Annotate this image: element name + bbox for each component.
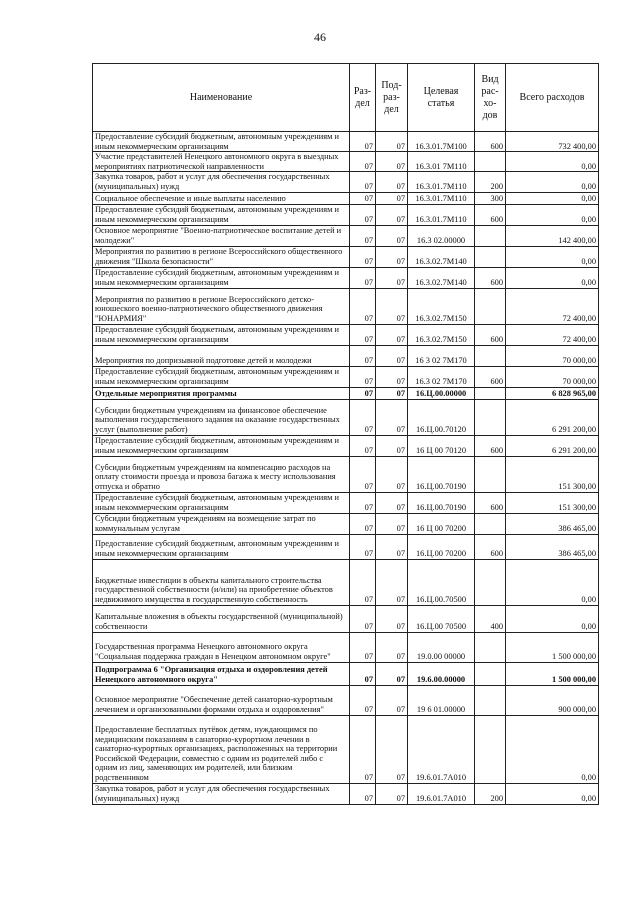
row-article: 16 Ц 00 70120 (408, 435, 475, 456)
row-podrazdel: 07 (376, 192, 408, 204)
table-row (93, 662, 599, 685)
row-total: 0,00 (506, 152, 599, 172)
row-article: 16.Ц.00.70190 (408, 456, 475, 492)
row-total: 142 400,00 (506, 225, 599, 246)
row-razdel: 07 (350, 435, 376, 456)
row-total: 0,00 (506, 172, 599, 192)
row-total: 151 300,00 (506, 456, 599, 492)
row-razdel: 07 (350, 399, 376, 435)
row-total: 386 465,00 (506, 513, 599, 534)
row-name: Субсидии бюджетным учреждениям на компенсацию расходов на оплату стоимости проезда и провоза багажа к месту использования отпуска и обратно (93, 456, 350, 492)
row-podrazdel: 07 (376, 605, 408, 632)
table-header-row (93, 64, 599, 132)
row-razdel: 07 (350, 513, 376, 534)
row-name: Капитальные вложения в объекты государственной (муниципальной) собственности (93, 605, 350, 632)
row-total: 0,00 (506, 192, 599, 204)
row-total: 386 465,00 (506, 534, 599, 559)
row-article: 19.6.01.7А010 (408, 783, 475, 804)
row-razdel: 07 (350, 534, 376, 559)
budget-table (92, 63, 599, 805)
row-name: Предоставление субсидий бюджетным, автономным учреждениям и иным некоммерческим организациям (93, 267, 350, 288)
row-name: Участие представителей Ненецкого автономного округа в выездных мероприятиях патриотической направленности (93, 152, 350, 172)
row-article: 16.Ц.00.70500 (408, 559, 475, 605)
table-row (93, 783, 599, 804)
row-razdel: 07 (350, 559, 376, 605)
row-total: 72 400,00 (506, 288, 599, 324)
row-podrazdel: 07 (376, 662, 408, 685)
row-article: 16.3 02 7М170 (408, 366, 475, 387)
row-article: 16.Ц.00 70200 (408, 534, 475, 559)
row-type (475, 345, 506, 366)
table-row (93, 534, 599, 559)
row-type: 200 (475, 783, 506, 804)
table-row (93, 605, 599, 632)
row-type: 600 (475, 534, 506, 559)
row-article: 16.3 02.00000 (408, 225, 475, 246)
row-name: Закупка товаров, работ и услуг для обеспечения государственных (муниципальных) нужд (93, 172, 350, 192)
row-razdel: 07 (350, 288, 376, 324)
table-row (93, 225, 599, 246)
row-podrazdel: 07 (376, 324, 408, 345)
row-article: 16.Ц.00.70190 (408, 492, 475, 513)
row-type: 600 (475, 366, 506, 387)
row-podrazdel: 07 (376, 366, 408, 387)
table-row (93, 685, 599, 715)
header-type: Вид рас- хо- дов (475, 64, 506, 132)
row-name: Предоставление субсидий бюджетным, автономным учреждениям и иным некоммерческим организациям (93, 435, 350, 456)
row-type (475, 288, 506, 324)
row-podrazdel: 07 (376, 132, 408, 152)
row-article: 19.6.00.00000 (408, 662, 475, 685)
row-podrazdel: 07 (376, 246, 408, 267)
row-name: Мероприятия по допризывной подготовке детей и молодежи (93, 345, 350, 366)
table-row (93, 204, 599, 225)
row-name: Предоставление субсидий бюджетным, автономным учреждениям и иным некоммерческим организациям (93, 492, 350, 513)
row-podrazdel: 07 (376, 152, 408, 172)
row-podrazdel: 07 (376, 513, 408, 534)
row-type: 600 (475, 267, 506, 288)
row-total: 72 400,00 (506, 324, 599, 345)
row-total: 151 300,00 (506, 492, 599, 513)
row-name: Предоставление субсидий бюджетным, автономным учреждениям и иным некоммерческим организациям (93, 204, 350, 225)
row-razdel: 07 (350, 715, 376, 783)
table-body (93, 132, 599, 805)
table-row (93, 513, 599, 534)
row-type: 300 (475, 192, 506, 204)
row-type (475, 152, 506, 172)
row-type (475, 632, 506, 662)
row-type (475, 387, 506, 399)
row-podrazdel: 07 (376, 783, 408, 804)
row-name: Субсидии бюджетным учреждениям на возмещение затрат по коммунальным услугам (93, 513, 350, 534)
row-name: Предоставление бесплатных путёвок детям, нуждающимся по медицинским показаниям в санаторно-курортном лечении в санаторно-курортных организациях, расположенных на территории Российской Федерации, совместно с одним из родителей либо с одним из лиц, заменяющих им родителей, или близким родственником (93, 715, 350, 783)
table-row (93, 456, 599, 492)
row-total: 0,00 (506, 267, 599, 288)
row-podrazdel: 07 (376, 632, 408, 662)
row-name: Субсидии бюджетным учреждениям на финансовое обеспечение выполнения государственного задания на оказание государственных услуг (выполнение работ) (93, 399, 350, 435)
row-type (475, 399, 506, 435)
row-razdel: 07 (350, 204, 376, 225)
table-row (93, 192, 599, 204)
row-razdel: 07 (350, 132, 376, 152)
row-total: 6 291 200,00 (506, 399, 599, 435)
table-row (93, 387, 599, 399)
row-type: 600 (475, 435, 506, 456)
row-name: Предоставление субсидий бюджетным, автономным учреждениям и иным некоммерческим организациям (93, 324, 350, 345)
row-total: 0,00 (506, 605, 599, 632)
row-razdel: 07 (350, 267, 376, 288)
table-row (93, 132, 599, 152)
row-article: 16.3.01.7М110 (408, 172, 475, 192)
row-name: Мероприятия по развитию в регионе Всероссийского детско-юношеского военно-патриотического общественного движения "ЮНАРМИЯ" (93, 288, 350, 324)
row-podrazdel: 07 (376, 399, 408, 435)
row-name: Социальное обеспечение и иные выплаты населению (93, 192, 350, 204)
row-type: 400 (475, 605, 506, 632)
row-article: 16 3 02 7М170 (408, 345, 475, 366)
row-name: Государственная программа Ненецкого автономного округа "Социальная поддержка граждан в Ненецком автономном округе" (93, 632, 350, 662)
row-name: Подпрограмма 6 "Организация отдыха и оздоровления детей Ненецкого автономного округа" (93, 662, 350, 685)
row-razdel: 07 (350, 324, 376, 345)
row-podrazdel: 07 (376, 492, 408, 513)
table-row (93, 492, 599, 513)
table-row (93, 152, 599, 172)
table-row (93, 399, 599, 435)
row-article: 16.Ц.00 70500 (408, 605, 475, 632)
row-type: 600 (475, 324, 506, 345)
row-article: 16.Ц.00.00000 (408, 387, 475, 399)
row-type: 200 (475, 172, 506, 192)
row-podrazdel: 07 (376, 435, 408, 456)
row-razdel: 07 (350, 172, 376, 192)
row-type (475, 662, 506, 685)
row-name: Мероприятия по развитию в регионе Всероссийского общественного движения "Школа безопасности" (93, 246, 350, 267)
row-razdel: 07 (350, 456, 376, 492)
row-podrazdel: 07 (376, 387, 408, 399)
row-podrazdel: 07 (376, 204, 408, 225)
row-name: Предоставление субсидий бюджетным, автономным учреждениям и иным некоммерческим организациям (93, 132, 350, 152)
table-row (93, 435, 599, 456)
row-type (475, 685, 506, 715)
row-type: 600 (475, 132, 506, 152)
row-name: Бюджетные инвестиции в объекты капитального строительства государственной собственности (и/или) на приобретение объектов недвижимого имущества в государственную собственность (93, 559, 350, 605)
row-total: 900 000,00 (506, 685, 599, 715)
row-podrazdel: 07 (376, 715, 408, 783)
row-podrazdel: 07 (376, 345, 408, 366)
row-razdel: 07 (350, 685, 376, 715)
table-row (93, 288, 599, 324)
header-name: Наименование (93, 64, 350, 132)
row-razdel: 07 (350, 605, 376, 632)
row-podrazdel: 07 (376, 288, 408, 324)
row-name: Отдельные мероприятия программы (93, 387, 350, 399)
row-total: 732 400,00 (506, 132, 599, 152)
header-razdel: Раз- дел (350, 64, 376, 132)
header-article: Целевая статья (408, 64, 475, 132)
table-row (93, 324, 599, 345)
row-total: 0,00 (506, 783, 599, 804)
row-razdel: 07 (350, 192, 376, 204)
table-row (93, 559, 599, 605)
row-razdel: 07 (350, 632, 376, 662)
row-article: 16.Ц.00.70120 (408, 399, 475, 435)
row-podrazdel: 07 (376, 534, 408, 559)
row-total: 0,00 (506, 559, 599, 605)
row-razdel: 07 (350, 246, 376, 267)
page-number: 46 (314, 30, 326, 44)
header-total: Всего расходов (506, 64, 599, 132)
row-name: Основное мероприятие "Обеспечение детей санаторно-курортным лечением и организованными формами отдыха и оздоровления" (93, 685, 350, 715)
row-name: Основное мероприятие "Военно-патриотическое воспитание детей и молодежи" (93, 225, 350, 246)
row-article: 16.3.02.7М150 (408, 324, 475, 345)
table-row (93, 715, 599, 783)
table-row (93, 246, 599, 267)
row-podrazdel: 07 (376, 225, 408, 246)
row-total: 0,00 (506, 204, 599, 225)
row-podrazdel: 07 (376, 267, 408, 288)
row-total: 0,00 (506, 246, 599, 267)
row-article: 16.3.01.7М100 (408, 132, 475, 152)
row-article: 16.3.01.7М110 (408, 204, 475, 225)
row-type (475, 456, 506, 492)
row-podrazdel: 07 (376, 685, 408, 715)
row-total: 70 000,00 (506, 345, 599, 366)
row-article: 16.3.02.7М150 (408, 288, 475, 324)
row-article: 16 Ц 00 70200 (408, 513, 475, 534)
row-razdel: 07 (350, 225, 376, 246)
row-podrazdel: 07 (376, 559, 408, 605)
row-total: 6 291 200,00 (506, 435, 599, 456)
row-article: 19 6 01.00000 (408, 685, 475, 715)
row-total: 1 500 000,00 (506, 662, 599, 685)
row-type: 600 (475, 204, 506, 225)
row-razdel: 07 (350, 366, 376, 387)
row-razdel: 07 (350, 662, 376, 685)
row-name: Предоставление субсидий бюджетным, автономным учреждениям и иным некоммерческим организациям (93, 366, 350, 387)
row-total: 6 828 965,00 (506, 387, 599, 399)
table-row (93, 366, 599, 387)
row-razdel: 07 (350, 345, 376, 366)
row-type: 600 (475, 492, 506, 513)
row-type (475, 513, 506, 534)
row-podrazdel: 07 (376, 172, 408, 192)
row-name: Предоставление субсидий бюджетным, автономным учреждениям и иным некоммерческим организациям (93, 534, 350, 559)
row-article: 16.3.01 7М110 (408, 152, 475, 172)
header-podrazdel: Под- раз- дел (376, 64, 408, 132)
row-razdel: 07 (350, 152, 376, 172)
row-article: 19.0.00 00000 (408, 632, 475, 662)
row-type (475, 715, 506, 783)
row-total: 0,00 (506, 715, 599, 783)
row-podrazdel: 07 (376, 456, 408, 492)
row-razdel: 07 (350, 387, 376, 399)
table-row (93, 632, 599, 662)
row-total: 1 500 000,00 (506, 632, 599, 662)
row-article: 16.3.02.7М140 (408, 267, 475, 288)
row-article: 16.3.02.7М140 (408, 246, 475, 267)
row-name: Закупка товаров, работ и услуг для обеспечения государственных (муниципальных) нужд (93, 783, 350, 804)
row-type (475, 225, 506, 246)
table-row (93, 267, 599, 288)
table-row (93, 345, 599, 366)
row-article: 16.3.01.7М110 (408, 192, 475, 204)
row-article: 19.6.01.7А010 (408, 715, 475, 783)
row-type (475, 246, 506, 267)
row-razdel: 07 (350, 492, 376, 513)
row-total: 70 000,00 (506, 366, 599, 387)
row-razdel: 07 (350, 783, 376, 804)
row-type (475, 559, 506, 605)
table-row (93, 172, 599, 192)
